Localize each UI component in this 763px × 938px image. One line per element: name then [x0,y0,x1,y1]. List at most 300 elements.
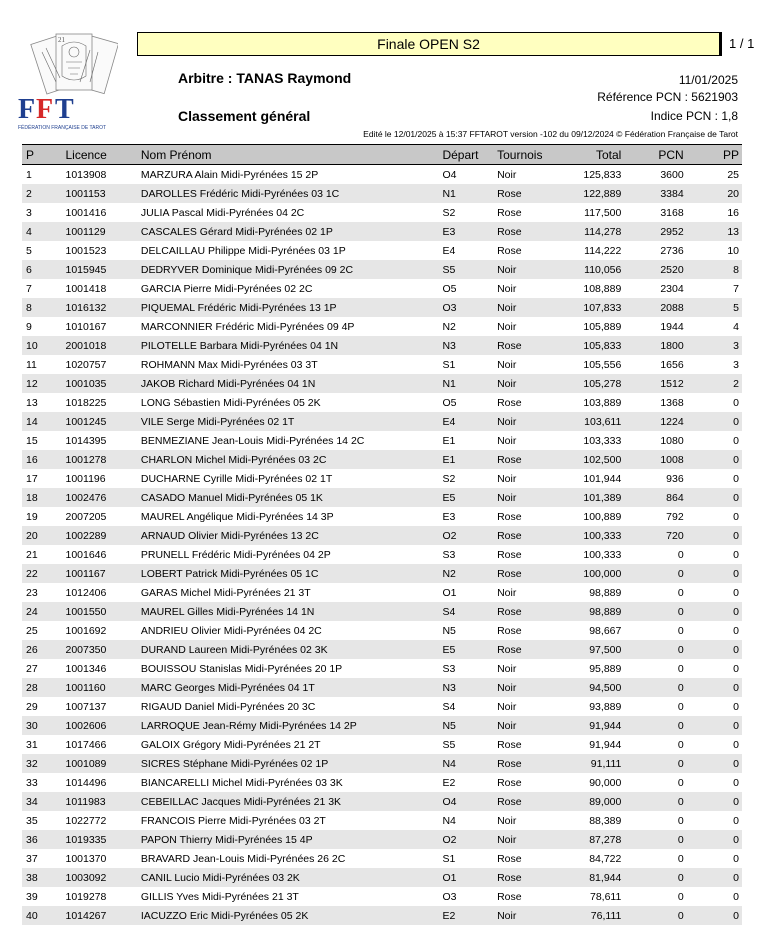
cell-name: GALOIX Grégory Midi-Pyrénées 21 2T [140,738,321,751]
col-header-licence: Licence [65,145,140,165]
cell-start: S4 [442,700,456,713]
table-row [22,545,742,564]
table-row [22,450,742,469]
cell-pp: 0 [733,852,739,865]
table-row [22,298,742,317]
cell-position: 33 [26,776,38,789]
cell-name: SICRES Stéphane Midi-Pyrénées 02 1P [141,754,443,773]
cell-tournament: Noir [497,700,517,713]
cell-total: 100,889 [583,510,622,523]
cell-pp: 0 [733,548,739,561]
cell-pp: 25 [727,168,739,181]
cell-name: JAKOB Richard Midi-Pyrénées 04 1N [141,374,443,393]
table-row [22,241,742,260]
cell-name: MAUREL Gilles Midi-Pyrénées 14 1N [141,602,443,621]
cell-tournament: Rose [497,852,522,865]
cell-name: IACUZZO Eric Midi-Pyrénées 05 2K [141,906,443,925]
cell-start: E3 [442,510,456,523]
cell-tournament: Rose [497,564,563,583]
cell-total: 122,889 [563,184,622,203]
cell-total: 91,944 [563,716,622,735]
cell-start: E2 [442,906,497,925]
cell-pp: 0 [733,510,739,523]
cell-licence: 1020757 [65,358,107,371]
cell-position: 28 [22,678,65,697]
cell-tournament: Rose [497,776,522,789]
cell-pcn: 1224 [621,412,683,431]
cell-name: CASCALES Gérard Midi-Pyrénées 02 1P [141,222,443,241]
cell-total: 98,889 [589,586,622,599]
cell-start: O1 [442,868,497,887]
cell-start: N5 [442,716,497,735]
cell-position: 20 [22,526,65,545]
cell-pcn: 2736 [660,244,684,257]
cell-pcn: 0 [621,564,683,583]
tournament-date: 11/01/2025 [678,73,738,87]
cell-tournament: Rose [497,624,522,637]
cell-total: 107,833 [563,298,622,317]
cell-pp: 0 [733,472,739,485]
cell-tournament: Rose [497,602,563,621]
table-row [22,754,742,773]
edit-line: Edité le 12/01/2025 à 15:37 FFTAROT version -102 du 09/12/2024 © Fédération Française de Tarot [363,129,738,139]
cell-pp: 0 [733,624,739,637]
table-row [22,260,742,279]
cell-pp: 0 [733,776,739,789]
cell-position: 23 [26,586,38,599]
cell-pp: 0 [684,450,742,469]
cell-tournament: Rose [497,890,522,903]
cell-pp: 0 [684,868,742,887]
table-row [22,336,742,355]
cell-licence: 1002289 [65,526,140,545]
cell-pcn: 0 [677,814,684,827]
cell-tournament: Rose [497,336,563,355]
cell-tournament: Rose [497,526,563,545]
cell-total: 114,222 [584,244,622,257]
cell-position: 2 [22,184,65,203]
cell-pp: 13 [684,222,742,241]
cell-licence: 1001035 [65,374,140,393]
table-row [22,469,742,488]
cell-name: GILLIS Yves Midi-Pyrénées 21 3T [140,890,299,903]
cell-total: 94,500 [563,678,622,697]
cell-position: 17 [26,472,38,485]
cell-total: 103,611 [563,412,622,431]
cell-total: 93,889 [589,700,622,713]
cell-pp: 16 [727,206,739,219]
cell-name: BOUISSOU Stanislas Midi-Pyrénées 20 1P [140,662,343,675]
cell-name: MARCONNIER Frédéric Midi-Pyrénées 09 4P [140,320,355,333]
cell-position: 24 [22,602,65,621]
cell-licence: 1001692 [65,624,107,637]
cell-total: 90,000 [589,776,622,789]
table-row [22,583,742,602]
cell-total: 101,389 [563,488,622,507]
cell-pp: 0 [733,890,739,903]
cell-total: 91,944 [589,738,622,751]
cell-licence: 1012406 [65,586,107,599]
cell-total: 76,111 [563,906,622,925]
cell-tournament: Noir [497,830,563,849]
cell-tournament: Rose [497,450,563,469]
cell-tournament: Rose [497,640,563,659]
cell-pp: 4 [733,320,739,333]
cell-pp: 0 [733,700,739,713]
cell-pp: 0 [684,906,742,925]
logo-caption: FÉDÉRATION FRANÇAISE DE TAROT [18,125,107,131]
cell-pp: 0 [684,412,742,431]
tournament-title: Finale OPEN S2 [137,32,720,56]
cell-position: 21 [26,548,38,561]
cell-pcn: 0 [677,548,684,561]
cell-name: JULIA Pascal Midi-Pyrénées 04 2C [140,206,305,219]
cell-licence: 1001167 [65,564,140,583]
cell-name: CASADO Manuel Midi-Pyrénées 05 1K [141,488,443,507]
cell-name: DURAND Laureen Midi-Pyrénées 02 3K [141,640,443,659]
cell-start: O5 [442,282,457,295]
cell-total: 105,833 [563,336,622,355]
cell-position: 35 [26,814,38,827]
cell-pp: 0 [684,564,742,583]
cell-position: 30 [22,716,65,735]
cell-licence: 1001416 [65,206,107,219]
table-row [22,507,742,526]
cell-name: RIGAUD Daniel Midi-Pyrénées 20 3C [140,700,316,713]
cell-name: DEDRYVER Dominique Midi-Pyrénées 09 2C [141,260,443,279]
cell-total: 89,000 [563,792,622,811]
cell-pp: 0 [733,738,739,751]
table-row [22,868,742,887]
cell-pcn: 0 [621,640,683,659]
cell-pcn: 2520 [621,260,683,279]
table-row [22,393,742,412]
cell-licence: 2007205 [65,510,107,523]
table-row [22,792,742,811]
cell-name: BIANCARELLI Michel Midi-Pyrénées 03 3K [140,776,343,789]
cell-total: 100,333 [563,526,622,545]
cell-total: 87,278 [563,830,622,849]
cell-tournament: Noir [497,320,517,333]
cell-pp: 0 [684,640,742,659]
cell-total: 98,889 [563,602,622,621]
cell-pcn: 1512 [621,374,683,393]
cell-licence: 2007350 [65,640,140,659]
table-row [22,203,742,222]
cell-name: BENMEZIANE Jean-Louis Midi-Pyrénées 14 2C [140,434,365,447]
cell-pp: 0 [684,792,742,811]
cell-licence: 1013908 [65,168,107,181]
cell-licence: 1014496 [65,776,107,789]
cell-total: 84,722 [589,852,622,865]
cell-pcn: 0 [621,754,683,773]
cell-name: LONG Sébastien Midi-Pyrénées 05 2K [140,396,321,409]
cell-position: 27 [26,662,38,675]
cell-total: 114,278 [563,222,622,241]
cell-pp: 10 [727,244,739,257]
cell-name: PIQUEMAL Frédéric Midi-Pyrénées 13 1P [141,298,443,317]
cell-start: O5 [442,396,457,409]
cell-tournament: Noir [497,412,563,431]
cell-total: 100,333 [583,548,622,561]
cell-tournament: Rose [497,206,522,219]
cell-start: O2 [442,830,497,849]
cell-total: 91,111 [563,754,622,773]
col-header-pp: PP [684,145,742,165]
cell-start: O4 [442,792,497,811]
cell-tournament: Noir [497,488,563,507]
cell-start: S2 [442,206,456,219]
cell-pcn: 864 [621,488,683,507]
cell-name: MARC Georges Midi-Pyrénées 04 1T [141,678,443,697]
cell-licence: 1002606 [65,716,140,735]
table-row [22,621,742,640]
cell-licence: 1007137 [65,700,107,713]
cell-pcn: 0 [677,700,684,713]
cell-position: 9 [26,320,32,333]
cell-pcn: 1656 [660,358,684,371]
cell-pp: 7 [733,282,739,295]
cell-position: 36 [22,830,65,849]
cell-licence: 1001370 [65,852,107,865]
cell-start: S3 [442,662,456,675]
cell-licence: 1002476 [65,488,140,507]
table-row [22,887,742,906]
pcn-reference: Référence PCN : 5621903 [597,90,738,104]
table-row [22,811,742,830]
cell-tournament: Rose [497,792,563,811]
cell-pcn: 0 [677,776,684,789]
col-header-tournament: Tournois [497,145,563,165]
cell-licence: 1001089 [65,754,140,773]
cell-total: 105,889 [583,320,622,333]
cell-pcn: 0 [677,852,684,865]
table-row [22,165,742,185]
table-header-row [22,145,742,165]
cell-position: 12 [22,374,65,393]
cell-total: 117,500 [584,206,622,219]
cell-pp: 0 [684,678,742,697]
cell-total: 103,889 [583,396,622,409]
svg-text:21: 21 [58,36,65,44]
cell-tournament: Noir [497,906,563,925]
table-row [22,735,742,754]
table-row [22,412,742,431]
cell-name: LARROQUE Jean-Rémy Midi-Pyrénées 14 2P [141,716,443,735]
cell-position: 8 [22,298,65,317]
cell-start: N2 [442,564,497,583]
table-row [22,716,742,735]
table-row [22,773,742,792]
cell-position: 32 [22,754,65,773]
cell-tournament: Noir [497,168,517,181]
cell-tournament: Rose [497,548,522,561]
cell-total: 105,556 [583,358,622,371]
cell-licence: 1001418 [65,282,107,295]
col-header-total: Total [563,145,622,165]
cell-pcn: 3384 [621,184,683,203]
cell-name: ANDRIEU Olivier Midi-Pyrénées 04 2C [140,624,322,637]
cell-start: S5 [442,738,456,751]
cell-start: E5 [442,640,497,659]
cell-pcn: 2088 [621,298,683,317]
cell-position: 22 [22,564,65,583]
table-row [22,222,742,241]
cell-pcn: 0 [621,716,683,735]
cell-pcn: 0 [677,624,684,637]
cell-licence: 2001018 [65,336,140,355]
col-header-pcn: PCN [621,145,683,165]
cell-position: 39 [26,890,38,903]
cell-pcn: 1008 [621,450,683,469]
cell-pp: 0 [684,602,742,621]
cell-total: 78,611 [590,890,622,903]
cell-tournament: Rose [497,510,522,523]
cell-total: 88,389 [589,814,622,827]
fft-logo [18,32,118,134]
cell-start: N4 [442,814,456,827]
cell-pcn: 0 [621,602,683,621]
cell-start: E3 [442,222,497,241]
table-row [22,849,742,868]
cell-start: S2 [442,472,456,485]
cell-pcn: 0 [621,830,683,849]
cell-pcn: 3168 [660,206,684,219]
table-row [22,279,742,298]
cell-start: S4 [442,602,497,621]
cell-name: DUCHARNE Cyrille Midi-Pyrénées 02 1T [140,472,333,485]
cell-pp: 2 [684,374,742,393]
cell-position: 26 [22,640,65,659]
cell-total: 103,333 [583,434,622,447]
cell-start: N1 [442,374,497,393]
cell-licence: 1017466 [65,738,107,751]
cell-licence: 1001245 [65,412,140,431]
table-row [22,355,742,374]
cell-tournament: Noir [497,282,517,295]
cell-position: 11 [26,358,37,371]
svg-text:T: T [55,94,74,125]
cell-tournament: Rose [497,396,522,409]
cell-position: 29 [26,700,38,713]
cell-pp: 5 [684,298,742,317]
cell-position: 16 [22,450,65,469]
table-row [22,564,742,583]
cell-start: N3 [442,336,497,355]
cell-tournament: Noir [497,374,563,393]
cell-position: 37 [26,852,38,865]
cell-tournament: Rose [497,184,563,203]
cell-pp: 0 [684,716,742,735]
col-header-name: Nom Prénom [141,145,443,165]
cell-name: CANIL Lucio Midi-Pyrénées 03 2K [141,868,443,887]
cell-total: 125,833 [583,168,622,181]
cell-pcn: 3600 [660,168,684,181]
cell-start: S1 [442,358,456,371]
table-row [22,184,742,203]
cell-tournament: Noir [497,298,563,317]
table-row [22,602,742,621]
cell-start: O2 [442,526,497,545]
cell-pcn: 1944 [660,320,684,333]
cell-tournament: Noir [497,260,563,279]
cell-total: 98,667 [589,624,622,637]
cell-pp: 3 [684,336,742,355]
cell-pcn: 0 [677,738,684,751]
table-row [22,830,742,849]
ranking-table [22,144,742,925]
cell-name: LOBERT Patrick Midi-Pyrénées 05 1C [141,564,443,583]
cell-pcn: 0 [621,868,683,887]
cell-position: 13 [26,396,38,409]
cell-licence: 1001160 [65,678,140,697]
cell-licence: 1019335 [65,830,140,849]
cell-name: GARAS Michel Midi-Pyrénées 21 3T [140,586,311,599]
table-row [22,317,742,336]
cell-start: E2 [442,776,456,789]
cell-position: 5 [26,244,32,257]
col-header-start: Départ [442,145,497,165]
cell-tournament: Noir [497,716,563,735]
cell-pcn: 792 [666,510,684,523]
cell-licence: 1001550 [65,602,140,621]
cell-tournament: Rose [497,754,563,773]
table-row [22,906,742,925]
cell-licence: 1015945 [65,260,140,279]
cell-licence: 1001153 [65,184,140,203]
cell-pp: 0 [684,830,742,849]
referee-name: Arbitre : TANAS Raymond [178,70,352,86]
ranking-title: Classement général [178,108,311,124]
cell-licence: 1001196 [65,472,106,485]
table-row [22,488,742,507]
cell-start: S3 [442,548,456,561]
cell-position: 15 [26,434,38,447]
cell-name: GARCIA Pierre Midi-Pyrénées 02 2C [140,282,313,295]
cell-pcn: 0 [677,586,684,599]
col-header-position: P [22,145,65,165]
cell-name: PRUNELL Frédéric Midi-Pyrénées 04 2P [140,548,331,561]
cell-licence: 1001523 [65,244,107,257]
cell-start: E4 [442,244,456,257]
cell-pcn: 2304 [660,282,684,295]
cell-total: 102,500 [563,450,622,469]
cell-start: N2 [442,320,456,333]
cell-name: DAROLLES Frédéric Midi-Pyrénées 03 1C [141,184,443,203]
cell-name: ROHMANN Max Midi-Pyrénées 03 3T [140,358,318,371]
cell-start: O1 [442,586,457,599]
cell-name: CHARLON Michel Midi-Pyrénées 03 2C [141,450,443,469]
cell-licence: 1018225 [65,396,107,409]
cell-pp: 0 [684,754,742,773]
cell-tournament: Noir [497,814,517,827]
cell-tournament: Noir [497,434,517,447]
cell-licence: 1014395 [65,434,107,447]
cell-position: 1 [26,168,32,181]
svg-text:F: F [36,94,54,125]
pcn-index: Indice PCN : 1,8 [650,109,738,123]
cell-pcn: 0 [677,662,684,675]
table-row [22,640,742,659]
svg-text:F: F [18,94,36,125]
cell-licence: 1019278 [65,890,107,903]
cell-start: S1 [442,852,456,865]
cell-pp: 0 [733,396,739,409]
cell-licence: 1010167 [65,320,107,333]
table-row [22,526,742,545]
cell-pcn: 0 [621,678,683,697]
cell-pp: 0 [733,662,739,675]
